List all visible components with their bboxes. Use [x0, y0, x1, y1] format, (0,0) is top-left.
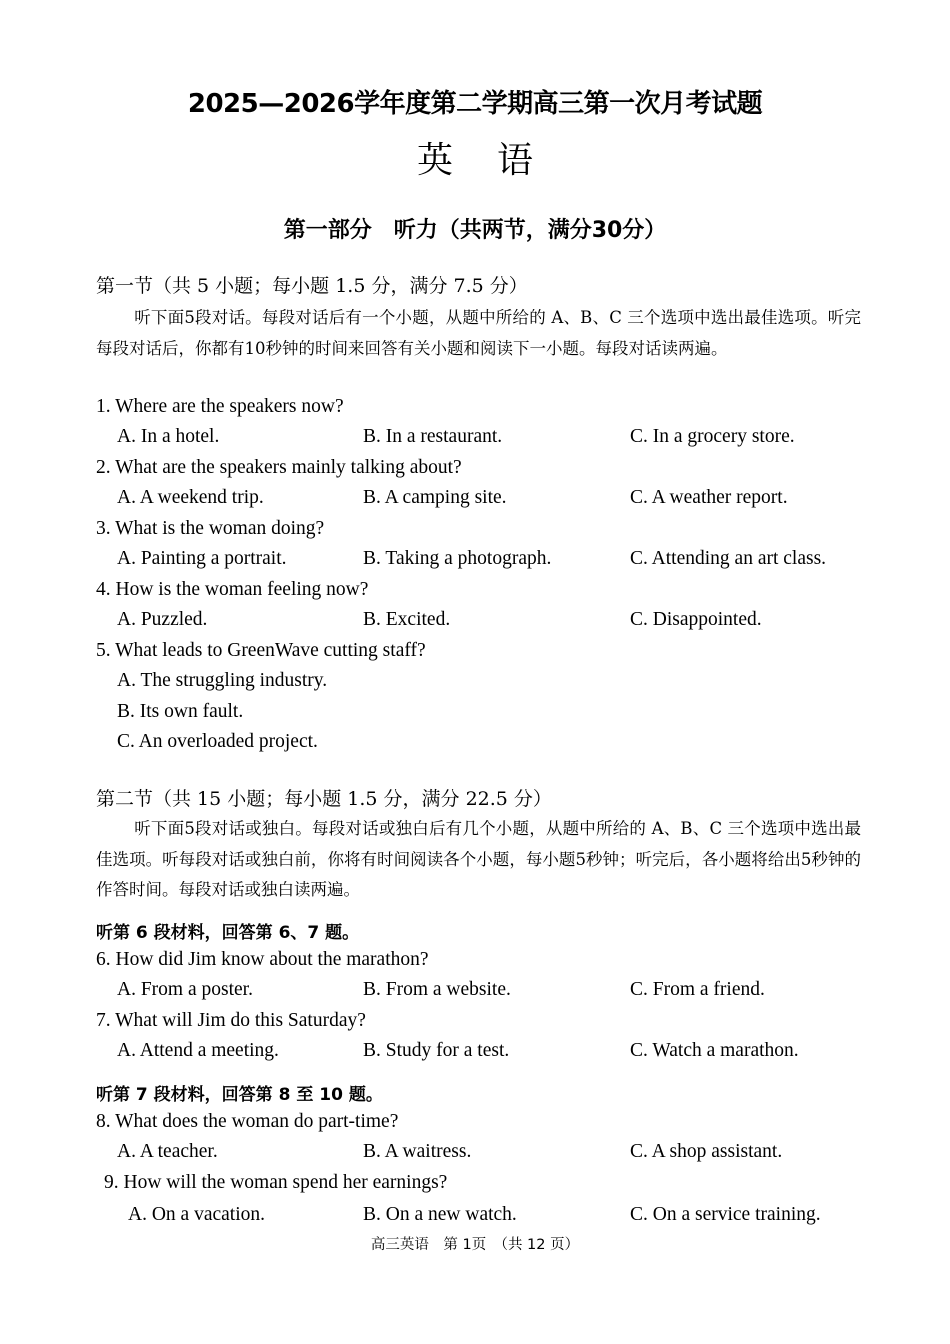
question-3-option-a: A. Painting a portrait.: [117, 548, 287, 569]
question-1-option-a: A. In a hotel.: [117, 426, 220, 447]
question-9-option-c: C. On a service training.: [630, 1204, 821, 1225]
question-2-option-a: A. A weekend trip.: [117, 487, 264, 508]
material-7-heading: 听第 7 段材料，回答第 8 至 10 题。: [96, 1085, 383, 1105]
question-3-option-c: C. Attending an art class.: [630, 548, 827, 569]
question-4-option-b: B. Excited.: [363, 609, 451, 630]
question-7-option-a: A. Attend a meeting.: [117, 1040, 279, 1061]
question-4-option-c: C. Disappointed.: [630, 609, 762, 630]
question-6-option-a: A. From a poster.: [117, 979, 253, 1000]
question-9-option-a: A. On a vacation.: [128, 1204, 265, 1225]
question-8-stem: 8. What does the woman do part-time?: [96, 1111, 399, 1132]
question-5-stem: 5. What leads to GreenWave cutting staff?: [96, 640, 426, 661]
question-5-option-c: C. An overloaded project.: [117, 731, 318, 752]
question-2-option-c: C. A weather report.: [630, 487, 788, 508]
question-9-stem: 9. How will the woman spend her earnings?: [104, 1172, 448, 1193]
question-3-stem: 3. What is the woman doing?: [96, 518, 325, 539]
exam-title: 2025—2026学年度第二学期高三第一次月考试题: [187, 89, 763, 119]
question-6-stem: 6. How did Jim know about the marathon?: [96, 949, 429, 970]
subject-title: [0, 132, 950, 183]
section-2-instructions: 听下面5段对话或独白。每段对话或独白后有几个小题，从题中所给的 A、B、C 三个选项中选出最佳选项。听每段对话或独白前，你将有时间阅读各个小题，每小题5秒钟；听完后，各小题将给出5秒钟的作答时间。每段对话或独白读两遍。: [96, 819, 861, 899]
question-5-option-a: A. The struggling industry.: [117, 670, 328, 691]
section-2-title: 第二节（共 15 小题；每小题 1.5 分，满分 22.5 分）: [96, 788, 552, 810]
question-7-option-c: C. Watch a marathon.: [630, 1040, 799, 1061]
material-6-heading: 听第 6 段材料，回答第 6、7 题。: [96, 923, 360, 943]
question-6-option-b: B. From a website.: [363, 979, 511, 1000]
question-4-stem: 4. How is the woman feeling now?: [96, 579, 369, 600]
question-1-option-c: C. In a grocery store.: [630, 426, 795, 447]
question-5-option-b: B. Its own fault.: [117, 701, 244, 722]
question-2-option-b: B. A camping site.: [363, 487, 507, 508]
question-1-option-b: B. In a restaurant.: [363, 426, 503, 447]
section-1-instructions: 听下面5段对话。每段对话后有一个小题，从题中所给的 A、B、C 三个选项中选出最佳选项。听完每段对话后，你都有10秒钟的时间来回答有关小题和阅读下一小题。每段对话读两遍。: [96, 308, 861, 358]
question-8-option-b: B. A waitress.: [363, 1141, 472, 1162]
question-9-option-b: B. On a new watch.: [363, 1204, 517, 1225]
question-7-stem: 7. What will Jim do this Saturday?: [96, 1010, 366, 1031]
section-1-title: 第一节（共 5 小题；每小题 1.5 分，满分 7.5 分）: [96, 275, 528, 297]
question-1-stem: 1. Where are the speakers now?: [96, 396, 344, 417]
question-4-option-a: A. Puzzled.: [117, 609, 208, 630]
question-3-option-b: B. Taking a photograph.: [363, 548, 552, 569]
question-8-option-c: C. A shop assistant.: [630, 1141, 783, 1162]
part-title: 第一部分 听力（共两节，满分30分）: [283, 218, 667, 243]
question-2-stem: 2. What are the speakers mainly talking about?: [96, 457, 462, 478]
question-7-option-b: B. Study for a test.: [363, 1040, 510, 1061]
page-footer: 高三英语 第 1页 （共 12 页）: [370, 1237, 580, 1253]
question-8-option-a: A. A teacher.: [117, 1141, 218, 1162]
subject-char-1: 英: [416, 140, 453, 181]
question-6-option-c: C. From a friend.: [630, 979, 765, 1000]
subject-char-2: 语: [497, 140, 534, 181]
